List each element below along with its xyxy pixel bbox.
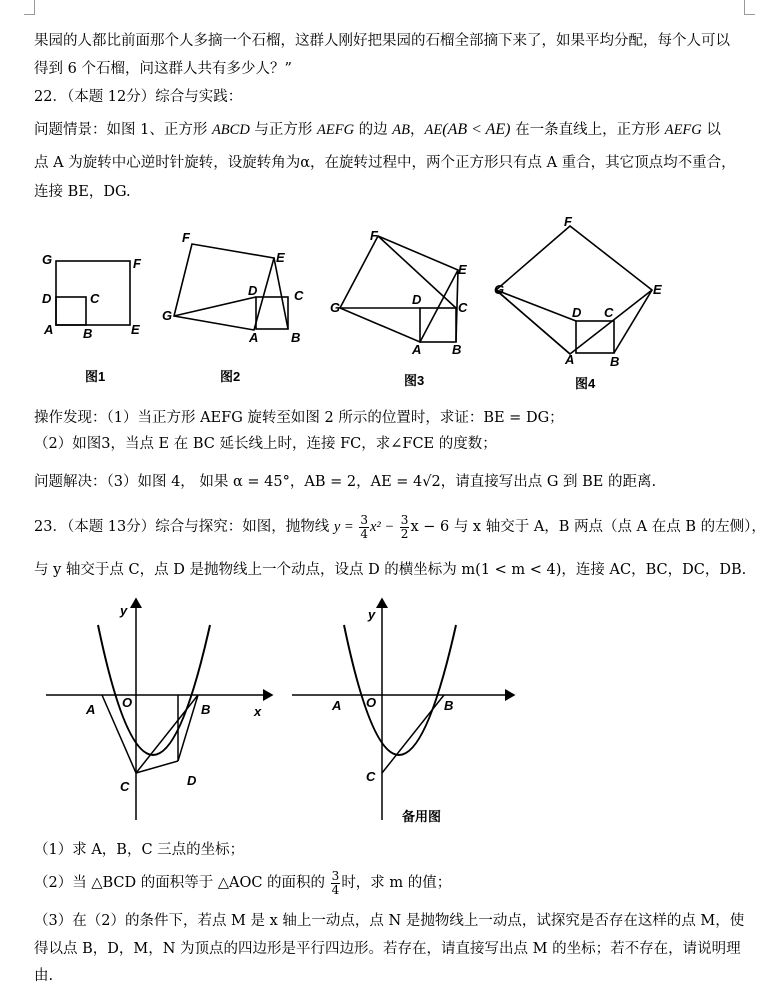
fig2-label-c: C <box>294 288 304 303</box>
fig2-label-b: B <box>291 330 301 345</box>
text-line-1: 果园的人都比前面那个人多摘一个石榴，这群人刚好把果园的石榴全部摘下来了，如果平均分配，每个人可以 <box>34 33 730 49</box>
graph1-label-d: D <box>187 773 197 788</box>
fig2-label-d: D <box>248 283 258 298</box>
q23-sub-1: （1）求 A，B，C 三点的坐标； <box>34 842 245 858</box>
graph1-label-o: O <box>122 695 133 710</box>
figure-4 <box>496 226 652 354</box>
fig1-label-a: A <box>44 322 54 337</box>
fig3-label-e: E <box>458 262 467 277</box>
graph2-label-b: B <box>444 698 454 713</box>
fig2-caption: 图2 <box>220 369 241 384</box>
fig4-label-c: C <box>604 305 614 320</box>
q22-para-1: 问题情景：如图 1、正方形 ABCD 与正方形 AEFG 的边 AB，AE(AB < AE) 在一条直线上，正方形 AEFG 以 <box>34 121 721 138</box>
text-line-2: 得到 6 个石榴，问这群人共有多少人？” <box>34 61 292 77</box>
fig3-label-b: B <box>452 342 462 357</box>
q23-sub-2: （2）当 △BCD 的面积等于 △AOC 的面积的 $\frac{3}{4}$ 时，求 m 的值； <box>34 868 452 897</box>
fig3-caption: 图3 <box>404 373 425 388</box>
q22-operation-1: 操作发现：（1）当正方形 AEFG 旋转至如图 2 所示的位置时，求证：BE = DG； <box>34 410 564 426</box>
fig1-caption: 图1 <box>85 369 106 384</box>
fig1-label-d: D <box>42 291 52 306</box>
fig1-label-b: B <box>83 326 93 341</box>
q22-para-2: 点 A 为旋转中心逆时针旋转，设旋转角为α，在旋转过程中，两个正方形只有点 A 重合，其它顶点均不重合， <box>34 155 736 171</box>
q23-para-2: 与 y 轴交于点 C，点 D 是抛物线上一个动点，设点 D 的横坐标为 m(1 < m < 4)，连接 AC，BC，DC，DB. <box>34 562 747 578</box>
fig2-label-g: G <box>162 308 173 323</box>
q22-problem-solving: 问题解决：（3）如图 4， 如果 α = 45°，AB = 2，AE = 4√2，请直接写出点 G 到 BE 的距离. <box>34 474 657 490</box>
figure-3 <box>340 236 458 342</box>
graph2-label-o: O <box>366 695 377 710</box>
fig4-label-d: D <box>572 305 582 320</box>
q22-para-3: 连接 BE，DG. <box>34 184 131 200</box>
graph1-label-a: A <box>86 702 96 717</box>
graph-spare <box>292 599 514 820</box>
fig4-label-e: E <box>653 282 662 297</box>
graph1-label-y: y <box>120 603 128 618</box>
q22-operation-2: （2）如图3，当点 E 在 BC 延长线上时，连接 FC，求∠FCE 的度数； <box>34 436 497 452</box>
fraction-3-4-b: $\frac{3}{4}$ <box>331 868 340 897</box>
q23-heading: 23．（本题 13分）综合与探究：如图，抛物线 y = $\frac{3}{4}$ x² − $\frac{3}{2}$ x − 6 与 x 轴交于 A，B 两点（点 A 在点 B 的左侧）， <box>34 512 766 541</box>
fig4-caption: 图4 <box>575 376 596 391</box>
fig2-label-f: F <box>182 230 190 245</box>
fig4-label-f: F <box>564 214 572 229</box>
graph1-label-x: x <box>254 704 262 719</box>
q23-sub-3b: 得以点 B，D，M，N 为顶点的四边形是平行四边形。若存在，请直接写出点 M 的坐标；若不存在，请说明理 <box>34 941 741 957</box>
corner-mark-right <box>744 0 755 15</box>
spare-graph-caption: 备用图 <box>402 809 442 824</box>
fig4-label-b: B <box>610 354 620 369</box>
fig1-label-f: F <box>133 256 141 271</box>
fig2-label-e: E <box>276 250 285 265</box>
corner-mark-left <box>24 0 35 15</box>
fig1-label-c: C <box>90 291 100 306</box>
q23-graphs <box>40 595 520 830</box>
fig3-label-a: A <box>412 342 422 357</box>
graph2-label-a: A <box>332 698 342 713</box>
q23-sub-3a: （3）在（2）的条件下，若点 M 是 x 轴上一动点，点 N 是抛物线上一动点，试探究是否存在这样的点 M，使 <box>34 913 745 929</box>
fig1-label-g: G <box>42 252 53 267</box>
q22-figures <box>30 212 690 397</box>
fig3-label-f: F <box>370 228 378 243</box>
fig3-label-d: D <box>412 292 422 307</box>
fig3-label-c: C <box>458 300 468 315</box>
fig4-label-g: G <box>494 282 505 297</box>
fig2-label-a: A <box>249 330 259 345</box>
graph2-label-y: y <box>368 607 376 622</box>
figure-2 <box>174 244 288 330</box>
fig3-label-g: G <box>330 300 341 315</box>
graph-main <box>46 599 272 820</box>
fig4-label-a: A <box>565 352 575 367</box>
fig1-label-e: E <box>131 322 140 337</box>
q22-heading: 22．（本题 12分）综合与实践： <box>34 89 243 105</box>
graph1-label-c: C <box>120 779 130 794</box>
graph1-label-b: B <box>201 702 211 717</box>
fraction-3-4: $\frac{3}{4}$ <box>360 512 368 541</box>
q23-sub-3c: 由. <box>34 968 54 984</box>
graph2-label-c: C <box>366 769 376 784</box>
fraction-3-2: $\frac{3}{2}$ <box>400 512 409 541</box>
